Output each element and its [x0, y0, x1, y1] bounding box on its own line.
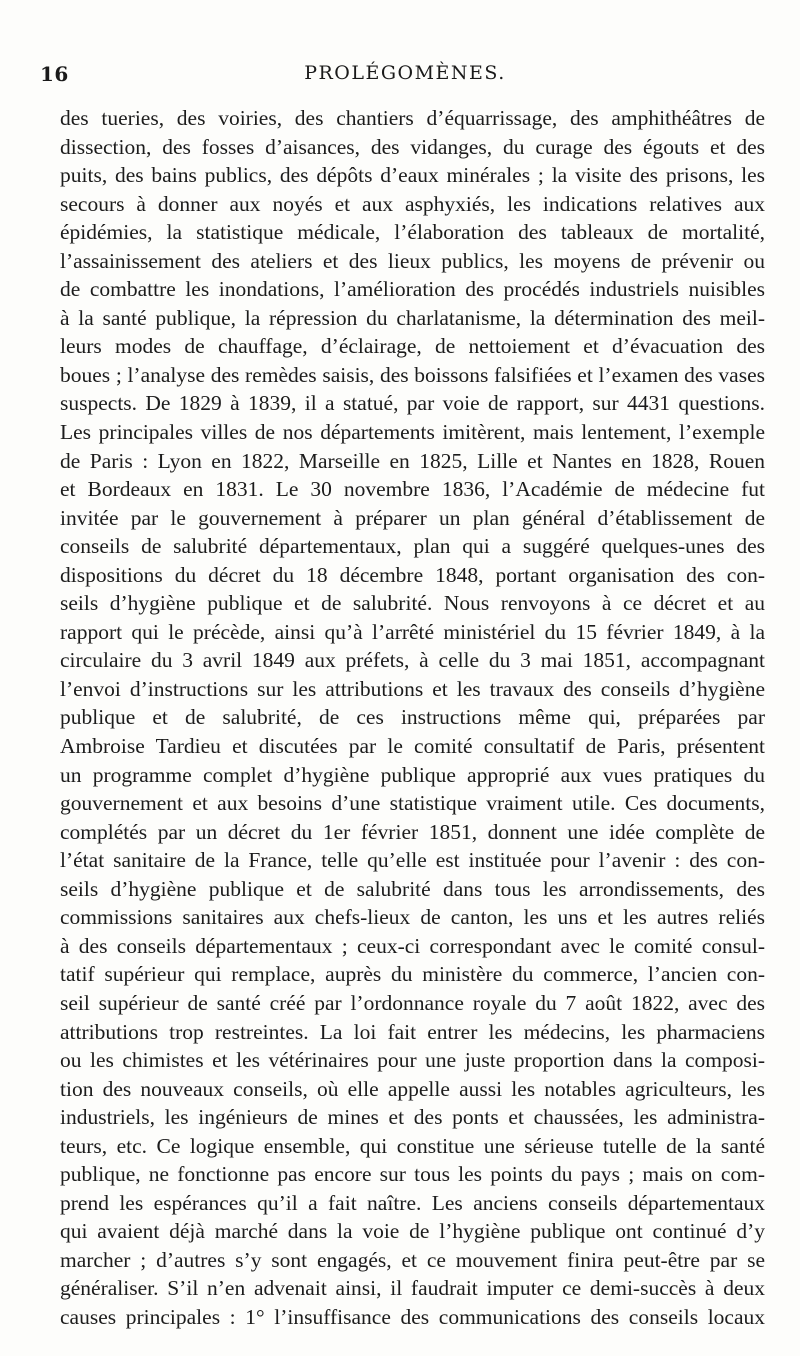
page-number: 16 [40, 62, 69, 86]
text-line: l’assainissement des ateliers et des lieux publics, les moyens de prévenir ou [60, 248, 765, 273]
text-line: à des conseils départementaux ; ceux-ci correspondant avec le comité consul- [60, 933, 765, 958]
page-header [40, 62, 770, 92]
text-line: seil supérieur de santé créé par l’ordonnance royale du 7 août 1822, avec des [60, 990, 765, 1015]
text-line: à la santé publique, la répression du charlatanisme, la détermination des meil- [60, 305, 765, 330]
text-line: complétés par un décret du 1er février 1851, donnent une idée complète de [60, 819, 765, 844]
text-line: qui avaient déjà marché dans la voie de l’hygiène publique ont continué d’y [60, 1219, 765, 1244]
text-line: un programme complet d’hygiène publique approprié aux vues pratiques du [60, 762, 765, 787]
text-line: tion des nouveaux conseils, où elle appelle aussi les notables agriculteurs, les [60, 1076, 765, 1101]
text-line: industriels, les ingénieurs de mines et des ponts et chaussées, les administra- [60, 1105, 765, 1130]
text-line: circulaire du 3 avril 1849 aux préfets, à celle du 3 mai 1851, accompagnant [60, 648, 765, 673]
text-line: Ambroise Tardieu et discutées par le comité consultatif de Paris, présentent [60, 734, 765, 759]
text-line: l’envoi d’instructions sur les attributions et les travaux des conseils d’hygiène [60, 676, 765, 701]
text-line: prend les espérances qu’il a fait naître. Les anciens conseils départementaux [60, 1190, 765, 1215]
text-line: commissions sanitaires aux chefs-lieux de canton, les uns et les autres reliés [60, 905, 765, 930]
text-line: des tueries, des voiries, des chantiers d’équarrissage, des amphithéâtres de [60, 106, 765, 130]
text-line: gouvernement et aux besoins d’une statistique vraiment utile. Ces documents, [60, 791, 765, 816]
text-line: secours à donner aux noyés et aux asphyxiés, les indications relatives aux [60, 191, 765, 216]
text-line: tatif supérieur qui remplace, auprès du ministère du commerce, l’ancien con- [60, 962, 765, 987]
text-line: l’état sanitaire de la France, telle qu’elle est instituée pour l’avenir : des con- [60, 848, 765, 873]
text-line: suspects. De 1829 à 1839, il a statué, par voie de rapport, sur 4431 questions. [60, 391, 765, 416]
text-line: de Paris : Lyon en 1822, Marseille en 1825, Lille et Nantes en 1828, Rouen [60, 448, 765, 473]
text-line: de combattre les inondations, l’amélioration des procédés industriels nuisibles [60, 277, 765, 302]
text-line: dissection, des fosses d’aisances, des vidanges, du curage des égouts et des [60, 134, 765, 159]
text-line: rapport qui le précède, ainsi qu’à l’arrêté ministériel du 15 février 1849, à la [60, 619, 765, 644]
text-line: conseils de salubrité départementaux, plan qui a suggéré quelques-unes des [60, 534, 765, 559]
text-line: Les principales villes de nos départements imitèrent, mais lentement, l’exemple [60, 420, 765, 445]
text-line: invitée par le gouvernement à préparer un plan général d’établissement de [60, 505, 765, 530]
text-line: et Bordeaux en 1831. Le 30 novembre 1836, l’Académie de médecine fut [60, 477, 765, 502]
text-line: généraliser. S’il n’en advenait ainsi, il faudrait imputer ce demi-succès à deux [60, 1276, 765, 1301]
text-line: publique et de salubrité, de ces instructions même qui, préparées par [60, 705, 765, 730]
text-line: seils d’hygiène publique et de salubrité dans tous les arrondissements, des [60, 876, 765, 901]
running-title: PROLÉGOMÈNES. [304, 62, 506, 84]
text-line: dispositions du décret du 18 décembre 1848, portant organisation des con- [60, 562, 765, 587]
text-line: attributions trop restreintes. La loi fait entrer les médecins, les pharmaciens [60, 1019, 765, 1044]
text-line: publique, ne fonctionne pas encore sur tous les points du pays ; mais on com- [60, 1162, 765, 1187]
text-line: ou les chimistes et les vétérinaires pour une juste proportion dans la composi- [60, 1048, 765, 1073]
text-line: leurs modes de chauffage, d’éclairage, de nettoiement et d’évacuation des [60, 334, 765, 359]
text-line: teurs, etc. Ce logique ensemble, qui constitue une sérieuse tutelle de la santé [60, 1133, 765, 1158]
text-line: marcher ; d’autres s’y sont engagés, et ce mouvement finira peut-être par se [60, 1247, 765, 1272]
text-line: épidémies, la statistique médicale, l’élaboration des tableaux de mortalité, [60, 220, 765, 245]
text-line: causes principales : 1° l’insuffisance des communications des conseils locaux [60, 1304, 765, 1329]
text-line: seils d’hygiène publique et de salubrité. Nous renvoyons à ce décret et au [60, 591, 765, 616]
text-line: boues ; l’analyse des remèdes saisis, des boissons falsifiées et l’examen des vases [60, 362, 765, 387]
body-text [60, 104, 765, 1332]
text-line: puits, des bains publics, des dépôts d’eaux minérales ; la visite des prisons, les [60, 163, 765, 188]
